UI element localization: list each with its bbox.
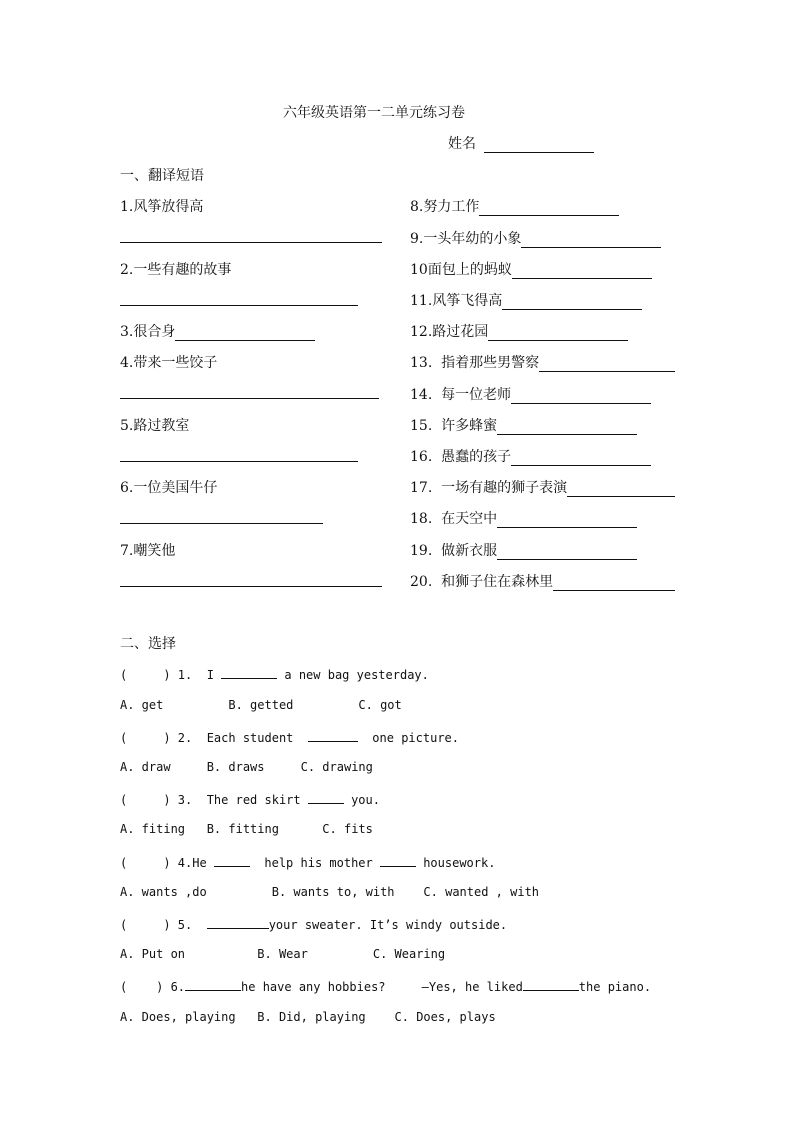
answer-blank[interactable] <box>567 480 675 497</box>
phrase-item-row <box>410 540 637 560</box>
answer-blank[interactable] <box>511 449 651 466</box>
phrase-item-row <box>410 228 661 248</box>
phrase-item: 14. 每一位老师 <box>410 387 512 403</box>
name-label: 姓名 <box>448 136 476 152</box>
answer-blank[interactable] <box>502 293 642 310</box>
answer-blank[interactable] <box>175 324 315 341</box>
phrase-item: 3.很合身 <box>120 324 176 340</box>
answer-blank[interactable] <box>488 324 628 341</box>
phrase-item: 12.路过花园 <box>410 324 489 340</box>
phrase-item: 5.路过教室 <box>120 418 190 434</box>
answer-line[interactable] <box>120 586 382 587</box>
question-4-options: A. wants ,do B. wants to, with C. wanted , with <box>120 885 540 899</box>
answer-blank[interactable] <box>521 231 661 248</box>
answer-blank[interactable] <box>539 355 675 372</box>
answer-line[interactable] <box>120 398 379 399</box>
page-title: 六年级英语第一二单元练习卷 <box>283 105 465 121</box>
phrase-item: 7.嘲笑他 <box>120 543 176 559</box>
question-2-options: A. draw B. draws C. drawing <box>120 760 373 774</box>
phrase-item-row <box>410 477 675 497</box>
answer-blank[interactable] <box>523 978 579 991</box>
phrase-item: 18. 在天空中 <box>410 511 498 527</box>
phrase-item: 9.一头年幼的小象 <box>410 231 522 247</box>
section-1-heading: 一、翻译短语 <box>120 168 204 184</box>
answer-line[interactable] <box>120 242 382 243</box>
question-1: ( ) 1. I a new bag yesterday. <box>120 668 429 682</box>
answer-blank[interactable] <box>185 978 241 991</box>
phrase-item: 17. 一场有趣的狮子表演 <box>410 480 568 496</box>
question-2: ( ) 2. Each student one picture. <box>120 731 459 745</box>
answer-blank[interactable] <box>511 387 651 404</box>
answer-line[interactable] <box>120 523 323 524</box>
question-5: ( ) 5. your sweater. It’s windy outside. <box>120 918 508 932</box>
answer-blank[interactable] <box>497 543 637 560</box>
phrase-item: 8.努力工作 <box>410 199 480 215</box>
answer-blank[interactable] <box>214 854 250 867</box>
phrase-item-row <box>410 196 619 216</box>
section-2-heading: 二、选择 <box>120 636 176 652</box>
phrase-item: 4.带来一些饺子 <box>120 355 218 371</box>
answer-blank[interactable] <box>308 791 344 804</box>
phrase-item: 19. 做新衣服 <box>410 543 498 559</box>
answer-blank[interactable] <box>497 418 637 435</box>
answer-blank[interactable] <box>380 854 416 867</box>
question-1-options: A. get B. getted C. got <box>120 698 402 712</box>
phrase-item-row <box>120 321 315 341</box>
phrase-item-row <box>410 290 642 310</box>
phrase-item-row <box>410 446 651 466</box>
phrase-item: 15. 许多蜂蜜 <box>410 418 498 434</box>
phrase-item-row <box>410 259 652 279</box>
answer-blank[interactable] <box>308 729 358 742</box>
name-field-row <box>448 133 594 153</box>
phrase-item-row <box>410 508 637 528</box>
question-6-options: A. Does, playing B. Did, playing C. Does, plays <box>120 1010 496 1024</box>
answer-line[interactable] <box>120 461 358 462</box>
answer-blank[interactable] <box>497 511 637 528</box>
question-6: ( ) 6. he have any hobbies? —Yes, he liked the piano. <box>120 980 652 994</box>
answer-blank[interactable] <box>207 916 269 929</box>
phrase-item-row <box>410 352 675 372</box>
phrase-item-row <box>410 415 637 435</box>
phrase-item-row <box>410 571 675 591</box>
question-3: ( ) 3. The red skirt you. <box>120 793 380 807</box>
question-4: ( ) 4.He help his mother housework. <box>120 856 496 870</box>
phrase-item: 20. 和狮子住在森林里 <box>410 574 554 590</box>
phrase-item: 16. 愚蠢的孩子 <box>410 449 512 465</box>
answer-line[interactable] <box>120 305 358 306</box>
answer-blank[interactable] <box>221 666 277 679</box>
phrase-item-row <box>410 321 628 341</box>
phrase-item: 6.一位美国牛仔 <box>120 480 218 496</box>
name-blank[interactable] <box>484 136 594 153</box>
phrase-item: 13. 指着那些男警察 <box>410 355 540 371</box>
answer-blank[interactable] <box>553 574 675 591</box>
phrase-item-row <box>410 384 651 404</box>
phrase-item: 2.一些有趣的故事 <box>120 262 232 278</box>
phrase-item: 1.风筝放得高 <box>120 199 204 215</box>
phrase-item: 11.风筝飞得高 <box>410 293 503 309</box>
answer-blank[interactable] <box>512 262 652 279</box>
question-5-options: A. Put on B. Wear C. Wearing <box>120 947 446 961</box>
question-3-options: A. fiting B. fitting C. fits <box>120 822 373 836</box>
phrase-item: 10面包上的蚂蚁 <box>410 262 512 278</box>
answer-blank[interactable] <box>479 199 619 216</box>
